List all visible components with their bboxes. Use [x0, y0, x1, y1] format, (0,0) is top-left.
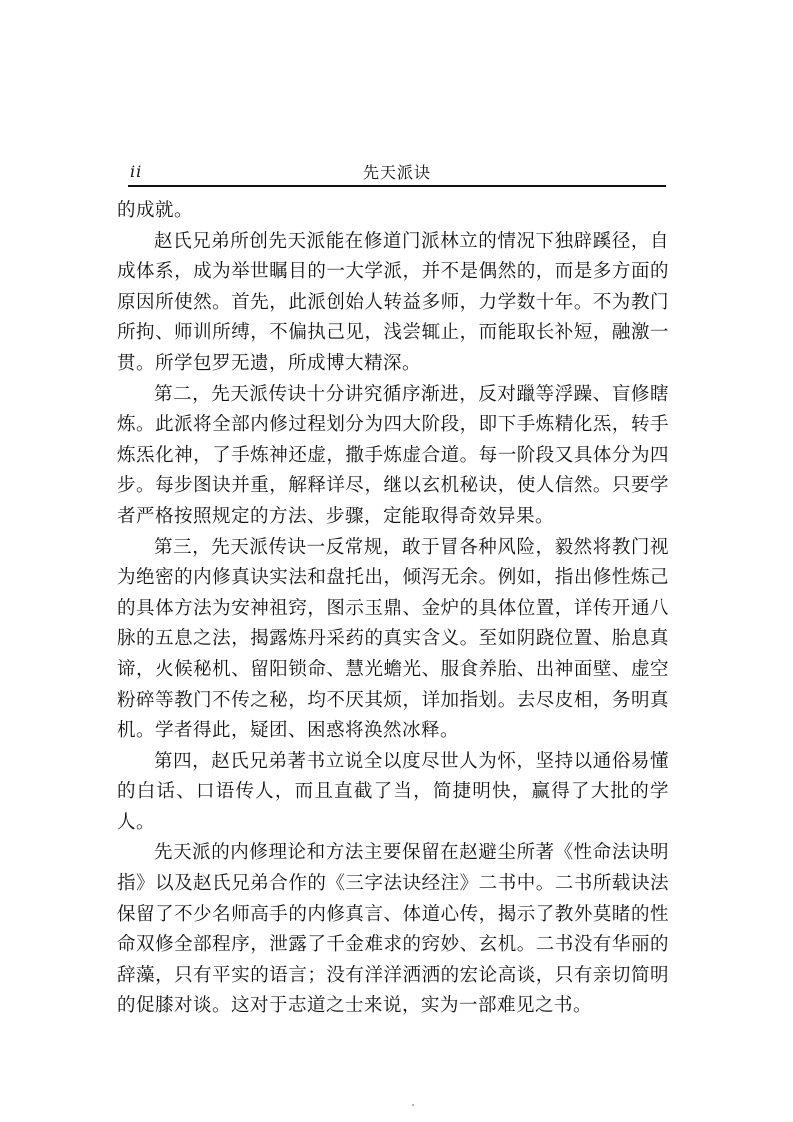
- paragraph-books: 先天派的内修理论和方法主要保留在赵避尘所著《性命法诀明指》以及赵氏兄弟合作的《三字法诀经注》二书中。二书所载诀法保留了不少名师高手的内修真言、体道心传，揭示了教外莫睹的性命双修全部程序，泄露了千金难求的窍妙、玄机。二书没有华丽的辞藻，只有平实的语言；没有洋洋洒洒的宏论高谈，只有亲切简明的促膝对谈。这对于志道之士来说，实为一部难见之书。: [117, 842, 669, 1017]
- scan-speck: [412, 1104, 414, 1106]
- running-title: 先天派诀: [362, 163, 431, 182]
- paragraph-origin: 赵氏兄弟所创先天派能在修道门派林立的情况下独辟蹊径，自成体系，成为举世瞩目的一大学派，并不是偶然的，而是多方面的原因所使然。首先，此派创始人转益多师，力学数十年。不为教门所拘、师训所缚，不偏执己见，浅尝辄止，而能取长补短，融激一贯。所学包罗无遗，所成博大精深。: [117, 230, 669, 374]
- page-header: [128, 160, 666, 186]
- header-rule: [128, 185, 666, 187]
- paragraph-fourth: 第四，赵氏兄弟著书立说全以度尽世人为怀，坚持以通俗易懂的白话、口语传人，而且直截了当，简捷明快，赢得了大批的学人。: [117, 750, 669, 833]
- body-text: [117, 196, 669, 1022]
- paragraph-second: 第二，先天派传诀十分讲究循序渐进，反对躐等浮躁、盲修瞎炼。此派将全部内修过程划分为四大阶段，即下手炼精化炁，转手炼炁化神，了手炼神还虚，撒手炼虚合道。每一阶段又具体分为四步。每步图诀并重，解释详尽，继以玄机秘诀，使人信然。只要学者严格按照规定的方法、步骤，定能取得奇效异果。: [117, 383, 669, 527]
- page-number: ii: [130, 162, 143, 181]
- paragraph-third: 第三，先天派传诀一反常规，敢于冒各种风险，毅然将教门视为绝密的内修真诀实法和盘托出，倾泻无余。例如，指出修性炼己的具体方法为安神祖窍，图示玉鼎、金炉的具体位置，详传开通八脉的五息之法，揭露炼丹采药的真实含义。至如阴跷位置、胎息真谛，火候秘机、留阳锁命、慧光蟾光、服食养胎、出神面壁、虚空粉碎等教门不传之秘，均不厌其烦，详加指划。去尽皮相，务明真机。学者得此，疑团、困惑将涣然冰释。: [117, 536, 669, 742]
- paragraph-continuation: 的成就。: [117, 200, 194, 221]
